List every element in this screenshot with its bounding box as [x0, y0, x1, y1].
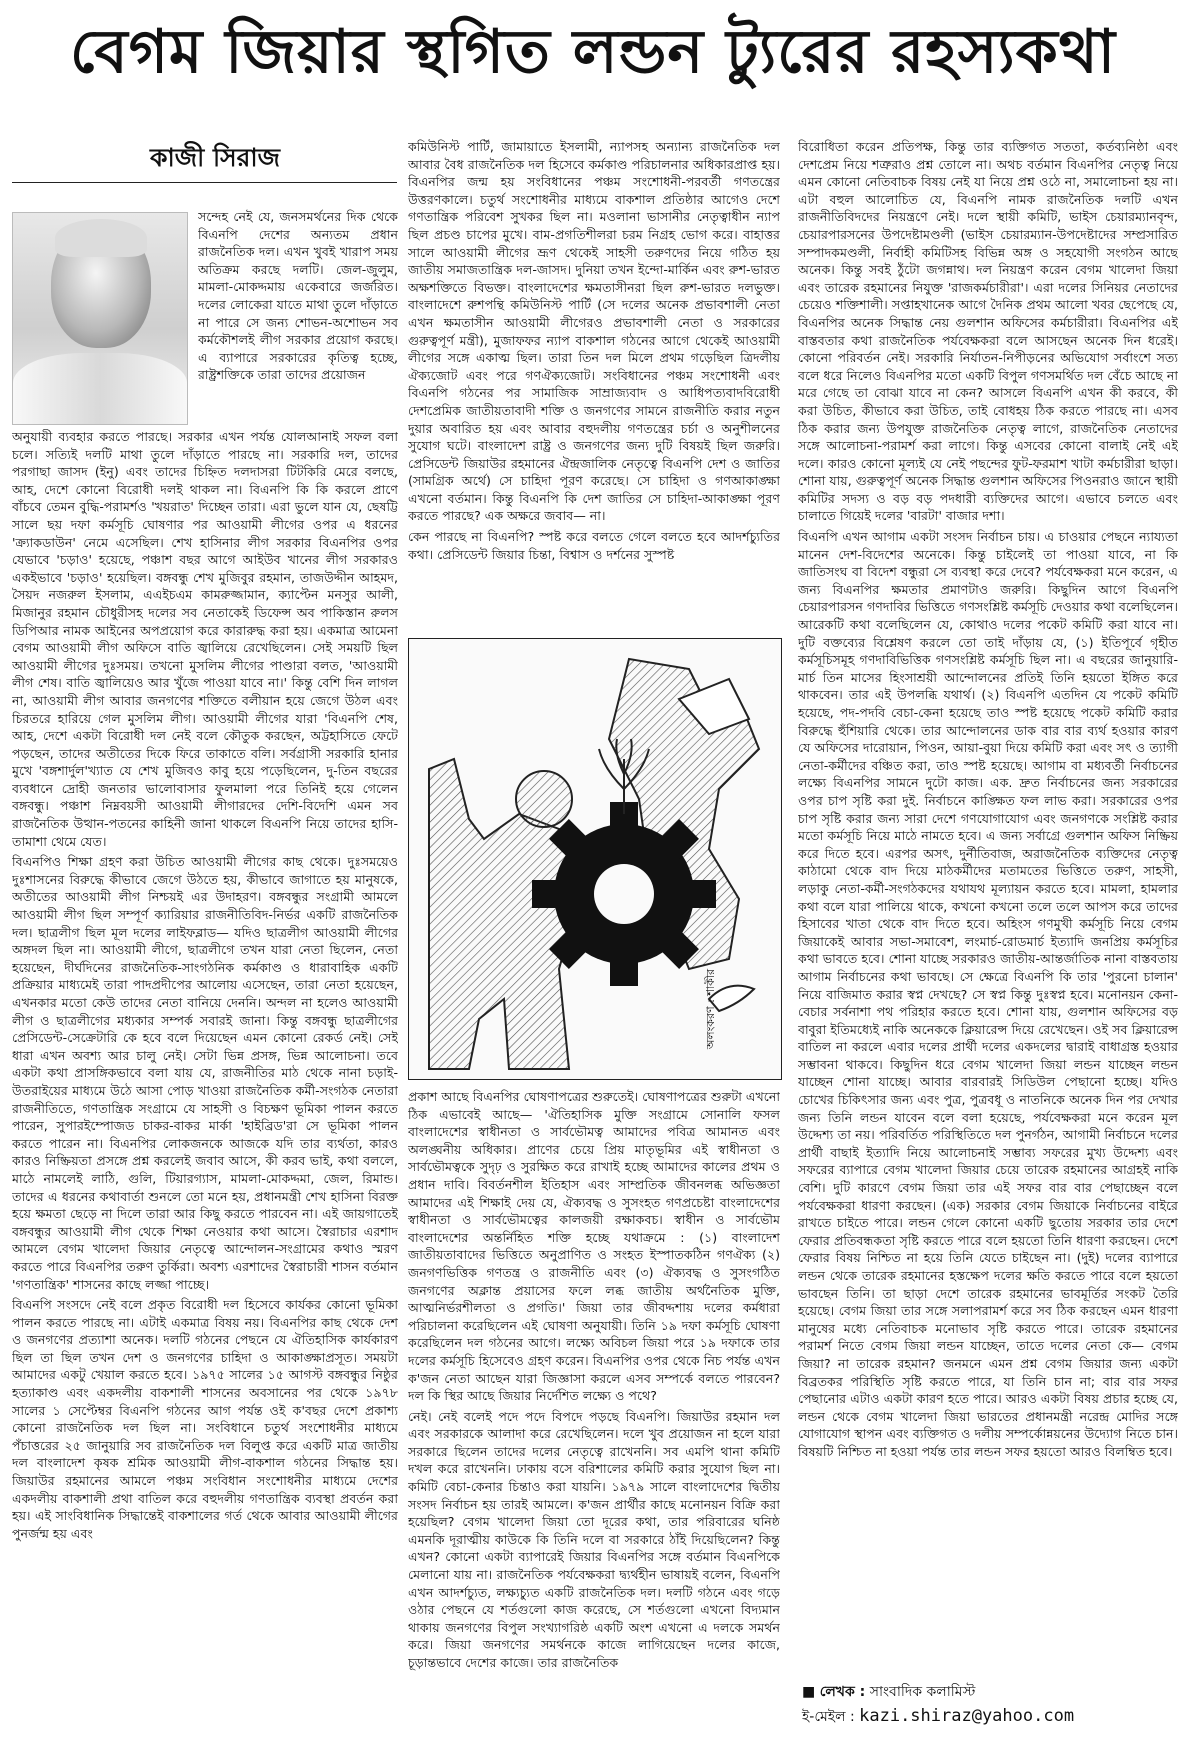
column-1-body: [12, 428, 398, 1748]
paragraph: প্রকাশ আছে বিএনপির ঘোষণাপত্রের শুরুতেই। ঘোষণাপত্রের শুরুটা এখনো ঠিক এভাবেই আছে— 'ঐতিহাসিক মুক্তি সংগ্রামে সোনালি ফসল বাংলাদেশের স্বাধীনতা ও সার্বভৌমত্ব আমাদের পবিত্র আমানত এবং অলঙ্ঘনীয় অধিকার। প্রাণের চেয়ে প্রিয় মাতৃভূমির এই স্বাধীনতা ও সার্বভৌমত্বকে সুদৃঢ় ও সুরক্ষিত করে রাখাই হচ্ছে আমাদের কালের প্রথম ও প্রধান দাবি। বিবর্তনশীল ইতিহাস এবং সাম্প্রতিক জীবনলব্ধ অভিজ্ঞতা আমাদের এই শিক্ষাই দেয় যে, ঐক্যবদ্ধ ও সুসংহত গণপ্রচেষ্টা বাংলাদেশের স্বাধীনতা ও সার্বভৌমত্বের কালজয়ী রক্ষাকবচ। স্বাধীন ও সার্বভৌম বাংলাদেশের অন্তর্নিহিত শক্তি হচ্ছে যথাক্রমে : (১) বাংলাদেশ জাতীয়তাবাদের ভিত্তিতে অনুপ্রাণিত ও সংহত ইস্পাতকঠিন গণঐক্য (২) জনগণভিত্তিক গণতন্ত্র ও রাজনীতি এবং (৩) ঐক্যবদ্ধ ও সুসংগঠিত জনগণের অক্লান্ত প্রয়াসের ফলে লব্ধ জাতীয় অর্থনৈতিক মুক্তি, আত্মনির্ভরশীলতা ও প্রগতি।' জিয়া তার জীবদ্দশায় দলের কর্মধারা পরিচালনা করেছিলেন এই ঘোষণা অনুযায়ী। তিনি ১৯ দফা কর্মসূচি ঘোষণা করেছিলেন দল গঠনের আগে। লক্ষ্যে অবিচল জিয়া পরে ১৯ দফাকে তার দলের কর্মসূচি হিসেবেও গ্রহণ করেন। বিএনপির ওপর থেকে নিচ পর্যন্ত এখন ক'জন নেতা আছেন যারা জিজ্ঞাসা করলে এসব সম্পর্কে বলতে পারবেন? দল কি স্থির আছে জিয়ার নির্দেশিত লক্ষ্যে ও পথে?: [408, 1089, 780, 1404]
author-shirt: [13, 353, 187, 425]
bullet-icon: ■: [802, 1684, 820, 1700]
figure-left: [429, 759, 579, 1069]
author-photo: [12, 212, 188, 425]
email-line: [802, 1704, 1074, 1729]
paragraph: নেই। নেই বলেই পদে পদে বিপদে পড়ছে বিএনপি। জিয়াউর রহমান দল এবং সরকারকে আলাদা করে রেখেছিলেন। দলে খুব প্রয়োজন না হলে যারা সরকারে ছিলেন তাদের দলের নেতৃত্বে রাখেননি। সব এমপি থানা কমিটি দখল করে রাখেননি। ঢাকায় বসে বরিশালের কমিটি করার সুযোগ ছিল না। কমিটি বেচা-কেনার চিন্তাও করা যায়নি। ১৯৭৯ সালে বাংলাদেশের দ্বিতীয় সংসদ নির্বাচন হয় তারই আমলে। ক'জন প্রার্থীর কাছে মনোনয়ন বিক্রি করা হয়েছিল? বেগম খালেদা জিয়া তো দূরের কথা, তার পরিবারের ঘনিষ্ঠ এমনকি দূরাত্মীয় কাউকে কি তিনি দলে বা সরকারে ঠাঁই দিয়েছিলেন? কিন্তু এখন? কোনো একটা ব্যাপারেই জিয়ার বিএনপির সঙ্গে বর্তমান বিএনপিকে মেলানো যায় না। রাজনৈতিক পর্যবেক্ষকরা দ্ব্যর্থহীন ভাষায়ই বলেন, বিএনপি এখন আদর্শচ্যুত, লক্ষ্যচ্যুত একটি রাজনৈতিক দল। দলটি গঠনে এবং গড়ে ওঠার পেছনে যে শর্তগুলো কাজ করেছে, সে শর্তগুলো এখনো বিদ্যমান থাকায় জনগণের বিপুল সংখ্যাগরিষ্ঠ একটি অংশ এখনো এ দলকে সমর্থন করে। জিয়া জনগণের সমর্থনকে কাজে লাগিয়েছেন দলের কাজে, চূড়ান্তভাবে দেশের কাজে। তার রাজনৈতিক: [408, 1408, 780, 1670]
column-2-bottom: [408, 1088, 780, 1748]
paragraph: বিএনপিও শিক্ষা গ্রহণ করা উচিত আওয়ামী লীগের কাছ থেকে। দুঃসময়েও দুঃশাসনের বিরুদ্ধে কীভাবে জেগে উঠতে হয়, কীভাবে জাগাতে হয় মানুষকে, অতীতের আওয়ামী লীগ নিশ্চয়ই এর উদাহরণ। বঙ্গবন্ধুর সংগ্রামী আমলে আওয়ামী লীগ ছিল সম্পূর্ণ ক্যারিয়ার রাজনীতিবিদ-নির্ভর একটি রাজনৈতিক দল। ছাত্রলীগ ছিল মূল দলের লাইফব্লাড— যদিও ছাত্রলীগ আওয়ামী লীগের অঙ্গদল ছিল না। আওয়ামী লীগে, ছাত্রলীগে তখন যারা নেতা ছিলেন, নেতা হয়েছেন, দীর্ঘদিনের রাজনৈতিক-সাংগঠনিক কর্মকাণ্ড ও ধারাবাহিক একটি প্রক্রিয়ার মাধ্যমেই তারা পাদপ্রদীপের আলোয় এসেছেন, তারা নেতা হয়েছেন, এখনকার মতো কেউ তাদের নেতা বানিয়ে দেননি। অন্দল না হলেও আওয়ামী লীগ ও ছাত্রলীগের মধ্যকার সম্পর্ক সবারই জানা। কিন্তু বঙ্গবন্ধু ছাত্রলীগের প্রেসিডেন্ট-সেক্রেটারি কে হবে বলে দিয়েছেন এমন কোনো রেকর্ড নেই। সেই ধারা এখন অবশ্য আর চালু নেই। সেটা ভিন্ন প্রসঙ্গ, ভিন্ন আলোচনা। তবে একটা কথা প্রাসঙ্গিকভাবে বলা যায় যে, রাজনীতির মাঠ থেকে নানা চড়াই-উতরাইয়ের মাধ্যমে উঠে আসা পোড় খাওয়া রাজনৈতিক কর্মী-সংগঠক নেতারা রাজনীতিতে, গণতান্ত্রিক সংগ্রামে যে সাহসী ও বিচক্ষণ ভূমিকা পালন করতে পারেন, সুপারইম্পোজড চাকর-বাকর মার্কা 'হাইব্রিড'রা সে ভূমিকা পালন করতে পারেন না। বিএনপির লোকজনকে আজকে যদি তার ব্যর্থতা, কারও কারও নিষ্ক্রিয়তা প্রসঙ্গে প্রশ্ন করলেই জবাব আসে, কী করব ভাই, কথা বললে, মাঠে নামলেই লাঠি, গুলি, টিয়ারগ্যাস, মামলা-মোকদ্দমা, জেল, রিমান্ড। তাদের এ ধরনের কথাবার্তা শুনলে তো মনে হয়, প্রধানমন্ত্রী শেখ হাসিনা বিরক্ত হয়ে ক্ষমতা ছেড়ে না দিলে তারা আর কিছু করতে পারবেন না। এই জায়গাতেই বঙ্গবন্ধুর আওয়ামী লীগ থেকে শিক্ষা নেওয়ার কথা আসে। স্বৈরাচার এরশাদ আমলে বেগম খালেদা জিয়ার নেতৃত্বে আন্দোলন-সংগ্রামের কথাও স্মরণ করতে পারে বিএনপির তরুণ তুর্কিরা। অবশ্য এরশাদের স্বৈরাচারী শাসন বর্তমান 'গণতান্ত্রিক' শাসনের কাছে লজ্জা পাচ্ছে।: [12, 854, 398, 1292]
author-description: সাংবাদিক কলামিস্ট: [869, 1684, 976, 1700]
email-address[interactable]: kazi.shiraz@yahoo.com: [859, 1706, 1075, 1726]
paragraph: কমিউনিস্ট পার্টি, জামায়াতে ইসলামী, ন্যাপসহ অন্যান্য রাজনৈতিক দল আবার বৈধ রাজনৈতিক দল হিসেবে কর্মকাণ্ড পরিচালনার অধিকারপ্রাপ্ত হয়। বিএনপির জন্ম হয় সংবিধানের পঞ্চম সংশোধনী-পরবর্তী গণতন্ত্রের উত্তরণকালে। চতুর্থ সংশোধনীর মাধ্যমে বাকশাল প্রতিষ্ঠার আগেও দেশে গণতান্ত্রিক পরিবেশ সুখকর ছিল না। মওলানা ভাসানীর নেতৃত্বাধীন ন্যাপ ছিল প্রচণ্ড চাপের মুখে। বাম-প্রগতিশীলরা চরম নিগ্রহ ভোগ করে। বাহাত্তর সালে আওয়ামী লীগের ভ্রূণ থেকেই সাহসী তরুণদের নিয়ে গঠিত হয় জাতীয় সমাজতান্ত্রিক দল-জাসদ। দুনিয়া তখন ইন্দো-মার্কিন এবং রুশ-ভারত অক্ষশক্তিতে বিভক্ত। বাংলাদেশের ক্ষমতাসীনরা ছিল রুশ-ভারত দলভুক্ত। বাংলাদেশে রুশপন্থি কমিউনিস্ট পার্টি (সে দলের অনেক প্রভাবশালী নেতা এখন ক্ষমতাসীন আওয়ামী লীগেরও প্রভাবশালী নেতা ও সরকারের গুরুত্বপূর্ণ মন্ত্রী), মুজাফফর ন্যাপ বাকশাল গঠনের আগে থেকেই আওয়ামী লীগের সঙ্গে একাত্ম ছিল। তারা তিন দল মিলে প্রথম গড়েছিল ত্রিদলীয় ঐক্যজোট এবং পরে গণঐক্যজোট। সংবিধানের পঞ্চম সংশোধনী এবং বিএনপি গঠনের পর সামাজিক সাম্রাজ্যবাদ ও আধিপত্যবাদবিরোধী দেশপ্রেমিক জাতীয়তাবাদী শক্তি ও জনগণের সামনে রাজনীতি করার নতুন দুয়ার অবারিত হয় এবং আবার বহুদলীয় গণতন্ত্রের চর্চা ও অনুশীলনের সুযোগ ঘটে। বাংলাদেশ রাষ্ট্র ও জনগণের জন্য দুটি বিষয়ই ছিল জরুরি। প্রেসিডেন্ট জিয়াউর রহমানের ঐন্দ্রজালিক নেতৃত্বে বিএনপি দেশ ও জাতির (সামগ্রিক অর্থে) সে চাহিদা পূরণ করেছে। সে চাহিদা ও গণআকাঙ্ক্ষা এখনো বর্তমান। কিন্তু বিএনপি কি দেশ জাতির সে চাহিদা-আকাঙ্ক্ষা পূরণ করতে পারছে? এক অক্ষরে জবাব— না।: [408, 139, 780, 524]
author-credit: [802, 1680, 1074, 1729]
paragraph: বিএনপি সংসদে নেই বলে প্রকৃত বিরোধী দল হিসেবে কার্যকর কোনো ভূমিকা পালন করতে পারছে না। এটাই একমাত্র বিষয় নয়। বিএনপির কাছ থেকে দেশ ও জনগণের প্রত্যাশা অনেক। দলটি গঠনের পেছনে যে ঐতিহাসিক কার্যকারণ ছিল তা ছিল তখন দেশ ও জনগণের চাহিদা ও আকাঙ্ক্ষাপ্রসূত। সময়টা আমাদের একটু খেয়াল করতে হবে। ১৯৭৫ সালের ১৫ আগস্ট বঙ্গবন্ধুর নিষ্ঠুর হত্যাকাণ্ড এবং একদলীয় বাকশালী শাসনের অবসানের পর থেকে ১৯৭৮ সালের ১ সেপ্টেম্বর বিএনপি গঠনের আগ পর্যন্ত ওই ক'বছর দেশে প্রকাশ্য কোনো রাজনৈতিক দল ছিল না। সংবিধানে চতুর্থ সংশোধনীর মাধ্যমে পঁচাত্তরের ২৫ জানুয়ারি সব রাজনৈতিক দল বিলুপ্ত করে একটি মাত্র জাতীয় দল বাংলাদেশ কৃষক শ্রমিক আওয়ামী লীগ-বাকশাল গঠনের সিদ্ধান্ত হয়। জিয়াউর রহমানের আমলে পঞ্চম সংবিধান সংশোধনীর মাধ্যমে দেশের একদলীয় বাকশালী প্রথা বাতিল করে বহুদলীয় গণতান্ত্রিক ব্যবস্থা প্রবর্তন করা হয়। এই সাংবিধানিক সিদ্ধান্তেই বাকশালের গর্ত থেকে আবার আওয়ামী লীগের পুনর্জন্ম হয় এবং: [12, 1297, 398, 1541]
paragraph: কেন পারছে না বিএনপি? স্পষ্ট করে বলতে গেলে বলতে হবে আদর্শচ্যুতির কথা। প্রেসিডেন্ট জিয়ার চিন্তা, বিশ্বাস ও দর্শনের সুস্পষ্ট: [408, 529, 780, 562]
author-line: [802, 1680, 1074, 1704]
author-hair: [55, 219, 147, 257]
byline: কাজী সিরাজ: [150, 143, 280, 172]
paragraph: বিরোধিতা করেন প্রতিপক্ষ, কিন্তু তার ব্যক্তিগত সততা, কর্তব্যনিষ্ঠা এবং দেশপ্রেম নিয়ে শত্রুরাও প্রশ্ন তোলে না। অথচ বর্তমান বিএনপির নেতৃত্ব নিয়ে এমন কোনো নেতিবাচক বিষয় নেই যা নিয়ে প্রশ্ন ওঠে না, সমালোচনা হয় না। এটা বহুল আলোচিত যে, বিএনপি নামক রাজনৈতিক দলটি এখন রাজনীতিবিদদের নিয়ন্ত্রণে নেই। দলে স্থায়ী কমিটি, ভাইস চেয়ারম্যানবৃন্দ, চেয়ারপারসনের উপদেষ্টামণ্ডলী (ভাইস চেয়ারম্যান-উপদেষ্টাদের সম্প্রসারিত সম্পাদকমণ্ডলী, নির্বাহী কমিটিসহ বিভিন্ন অঙ্গ ও সহযোগী সংগঠন আছে অনেক। কিন্তু সবই ঠুঁটো জগন্নাথ। দল নিয়ন্ত্রণ করেন বেগম খালেদা জিয়া এবং তারেক রহমানের নিযুক্ত 'রাজকর্মচারীরা'। এরা দলের সিনিয়র নেতাদের চেয়েও শক্তিশালী। সপ্তাহখানেক আগে দৈনিক প্রথম আলো খবর ছেপেছে যে, বিএনপির অনেক সিদ্ধান্ত নেয় গুলশান অফিসের কর্মচারীরা। বিএনপির এই বাস্তবতার কথা রাজনৈতিক পর্যবেক্ষকরা বলে আসছেন অনেক দিন ধরেই। কোনো পরিবর্তন নেই। সরকারি নির্যাতন-নিপীড়নের অভিযোগ সর্বাংশে সত্য বলে ধরে নিলেও বিএনপির মতো একটি বিপুল গণসমর্থিত দল বেঁচে আছে না মরে গেছে তা বোঝা যাবে না কেন? আসলে বিএনপি এখন কী করবে, কী করা উচিত, কীভাবে করা উচিত, তাই বোধহয় ঠিক করতে পারছে না। এসব ঠিক করার জন্য উপযুক্ত রাজনৈতিক নেতৃত্ব লাগে, রাজনৈতিক নেতাদের সঙ্গে আলোচনা-পরামর্শ করা লাগে। কিন্তু এসবের কোনো বালাই নেই এই দলে। কারও কোনো মূল্যই যে নেই পছন্দের ফুট-ফরমাশ খাটা কর্মচারীরা ছাড়া। শোনা যায়, গুরুত্বপূর্ণ অনেক সিদ্ধান্ত গুলশান অফিসের পিওনরাও জানে স্থায়ী কমিটির সদস্য ও বড় বড় পদধারী ব্যক্তিদের আগে। এভাবে চলতে এবং চালাতে গিয়েই দলের 'বারটা' বাজার দশা।: [798, 139, 1178, 524]
author-label: লেখক :: [819, 1684, 866, 1700]
illustration: [408, 638, 782, 1080]
paragraph: সন্দেহ নেই যে, জনসমর্থনের দিক থেকে বিএনপি দেশের অন্যতম প্রধান রাজনৈতিক দল। এখন খুবই খারাপ সময় অতিক্রম করছে দলটি। জেল-জুলুম, মামলা-মোকদ্দমায় একেবারে জর্জরিত। দলের লোকেরা যাতে মাথা তুলে দাঁড়াতে না পারে সে জন্য শোভন-অশোভন সব কর্মকৌশলই লীগ সরকার প্রয়োগ করছে। এ ব্যাপারে সরকারের কৃতিত্ব হচ্ছে, রাষ্ট্রশক্তিকে তারা তাদের প্রয়োজন: [198, 209, 398, 383]
column-1-intro: [198, 208, 398, 428]
paragraph: অনুযায়ী ব্যবহার করতে পারছে। সরকার এখন পর্যন্ত যোলআনাই সফল বলা চলে। সত্যিই দলটি মাথা তুলে দাঁড়াতে পারছে না। সরকারি দল, তাদের পরগাছা জাসদ (ইনু) এবং তাদের চিহ্নিত দলদাসরা টিটকিরি মেরে বলছে, আহ, দেশে কোনো বিরোধী দলই থাকল না। বিএনপি কি কি করলে প্রাণে বাঁচবে তেমন বুদ্ধি-পরামর্শও 'খয়রাত' দিচ্ছেন তারা। এরা ভুলে যান যে, ছেষট্টি সালে ছয় দফা কর্মসূচি ঘোষণার পর আওয়ামী লীগের ওপর এ ধরনের 'ক্র্যাকডাউন' নেমে এসেছিল। শেখ হাসিনার লীগ সরকার বিএনপির ওপর যেভাবে 'চড়াও' হয়েছে, পঞ্চাশ বছর আগে আইউব খানের লীগ সরকারও একইভাবে 'চড়াও' হয়েছিল। বঙ্গবন্ধু শেখ মুজিবুর রহমান, তাজউদ্দীন আহমদ, সৈয়দ নজরুল ইসলাম, এএইচএম কামরুজ্জামান, ক্যাপ্টেন মনসুর আলী, মিজানুর রহমান চৌধুরীসহ দলের সব নেতাকেই ডিফেন্স অব পাকিস্তান রুলস ডিপিআর নামক আইনের অপপ্রয়োগ করে কারারুদ্ধ করা হয়। একমাত্র আমেনা বেগম আওয়ামী লীগ অফিসে বাতি জ্বালিয়ে রেখেছিলেন। সেই সময়টি ছিল আওয়ামী লীগের দুঃসময়। তখনো মুসলিম লীগের পাণ্ডারা বলত, 'আওয়ামী লীগ শেষ। বাতি জ্বালিয়েও আর খুঁজে পাওয়া যাবে না।' কিন্তু বেশি দিন লাগল না, আওয়ামী লীগ আবার জনগণের শক্তিতে বলীয়ান হয়ে জেগে উঠল এবং চিরতরে হারিয়ে গেল মুসলিম লীগ। আওয়ামী লীগের যারা 'বিএনপি শেষ, আহ, দেশে একটা বিরোধী দল নেই বলে কৌতুক করছেন, অট্টহাসিতে ফেটে পড়ছেন, তাদের অতীতের দিকে ফিরে তাকাতে বলি। সর্বগ্রাসী সরকারি হানার মুখে 'বঙ্গশার্দুল'খ্যাত যে শেখ মুজিবও কাবু হয়ে পড়েছিলেন, দু-তিন বছরের ব্যবধানে দ্রোহী জনতার ভালোবাসার ফুলমালা পরে তিনিই হয়ে গেলেন বঙ্গবন্ধু। পঞ্চাশ নিম্নবয়সী আওয়ামী লীগারদের দেশি-বিদেশি এমন সব রাজনৈতিক উত্থান-পতনের কাহিনী জানা থাকলে বিএনপি নিয়ে তাদের হাসি-তামাশা থেমে যেত।: [12, 429, 398, 849]
byline-divider: [12, 182, 397, 183]
headline: বেগম জিয়ার স্থগিত লন্ডন ট্যুরের রহস্যকথা: [69, 17, 1117, 87]
paragraph: বিএনপি এখন আগাম একটা সংসদ নির্বাচন চায়। এ চাওয়ার পেছনে ন্যায্যতা মানেন দেশ-বিদেশের অনেকে। কিন্তু চাইলেই তা পাওয়া যাবে, না কি জাতিসংঘ বা বিদেশ বন্ধুরা সে ব্যবস্থা করে দেবে? পর্যবেক্ষকরা মনে করেন, এ জন্য বিএনপির ক্ষমতার প্রমাণটাও জরুরি। কিছুদিন আগে বিএনপি চেয়ারপারসন গণদাবির ভিত্তিতে গণসংশ্লিষ্ট কর্মসূচি দেওয়ার কথা বলেছিলেন। আরেকটি কথা বলেছিলেন যে, কোথাও দলের পকেট কমিটি করা যাবে না। দুটি বক্তব্যের বিশ্লেষণ করলে তো তাই দাঁড়ায় যে, (১) ইতিপূর্বে গৃহীত কর্মসূচিসমূহ গণদাবিভিত্তিক গণসংশ্লিষ্ট কর্মসূচি ছিল না। এ বছরের জানুয়ারি-মার্চ তিন মাসের হিংসাশ্রয়ী আন্দোলনের প্রতিই তিনি হয়তো ইঙ্গিত করে থাকবেন। তার এই উপলব্ধি যথার্থ। (২) বিএনপি এতদিন যে পকেট কমিটি হয়েছে, পদ-পদবি বেচা-কেনা হয়েছে তাও স্পষ্ট হয়েছে পকেট কমিটি করার বিরুদ্ধে হুঁশিয়ারি থেকে। তার আন্দোলনের ডাক বার বার ব্যর্থ হওয়ার কারণ যে অফিসের দারোয়ান, পিওন, আয়া-বুয়া দিয়ে কমিটি করা এবং সৎ ও ত্যাগী নেতা-কর্মীদের বঞ্চিত করা, তাও স্পষ্ট হয়েছে। আগাম বা মধ্যবর্তী নির্বাচনের লক্ষ্যে বিএনপির সামনে দুটো কাজ। এক. দ্রুত নির্বাচনের জন্য সরকারের ওপর চাপ সৃষ্টি করা দুই. নির্বাচনে কাঙ্ক্ষিত ফল লাভ করা। সরকারের ওপর চাপ সৃষ্টি করার জন্য সারা দেশে গণযোগাযোগ এবং জনগণকে সংশ্লিষ্ট করার মতো কর্মসূচি নিয়ে মাঠে নামতে হবে। এ জন্য সর্বাগ্রে গুলশান অফিস নিষ্ক্রিয় করে দিতে হবে। এরপর অসৎ, দুর্নীতিবাজ, অরাজনৈতিক ব্যক্তিদের নেতৃত্ব কাঠামো থেকে বাদ দিয়ে মাঠকর্মীদের মতামতের ভিত্তিতে তরুণ, সাহসী, লড়াকু নেতা-কর্মী-সংগঠকদের যথাযথ মূল্যায়ন করতে হবে। মামলা, হামলার কথা বলে যারা পালিয়ে থাকে, কখনো কখনো তলে তলে আপস করে তাদের হিসাবের খাতা থেকে বাদ দিতে হবে। অহিংস গণমুখী কর্মসূচি নিয়ে বেগম জিয়াকেই আবার সভা-সমাবেশ, লংমার্চ-রোডমার্চ ইত্যাদি জনপ্রিয় কর্মসূচির কথা ভাবতে হবে। শোনা যাচ্ছে সরকারও জাতীয়-আন্তর্জাতিক নানা বাস্তবতায় আগাম নির্বাচনের কথা ভাবছে। সে ক্ষেত্রে বিএনপি কি তার 'পুরনো চালান' নিয়ে বাজিমাত করার স্বপ্ন দেখছে? সে স্বপ্ন কিন্তু দুঃস্বপ্ন হবে। মনোনয়ন কেনা-বেচার সর্বনাশা পথ পরিহার করতে হবে। শোনা যায়, গুলশান অফিসের বড় বাবুরা ইতিমধ্যেই নাকি অনেককে ক্লিয়ারেন্স দিয়ে রেখেছেন। ওই সব ক্লিয়ারেন্স বাতিল না করলে এবার দলের প্রার্থী দলের একদলের দ্বারাই বাধাগ্রস্ত হওয়ার সম্ভাবনা থাকবে। কিছুদিন ধরে বেগম খালেদা জিয়া লন্ডন যাচ্ছেন লন্ডন যাচ্ছেন শোনা যাচ্ছে। আবার বারবারই সিডিউল পেছানো হচ্ছে। যদিও চোখের চিকিৎসার জন্য এবং পুত্র, পুত্রবধূ ও নাতনিকে অনেক দিন পর দেখার জন্য তিনি লন্ডন যাবেন বলে বলা হয়েছে, পর্যবেক্ষকরা মনে করেন মূল উদ্দেশ্য তা নয়। পরিবর্তিত পরিস্থিতিতে দল পুনর্গঠন, আগামী নির্বাচনে দলের প্রার্থী বাছাই ইত্যাদি নিয়ে আলোচনাই সম্ভাব্য সফরের মুখ্য উদ্দেশ্য এবং সফরের ব্যাপারে বেগম খালেদা জিয়ার চেয়ে তারেক রহমানের আগ্রহই নাকি বেশি। দুটি কারণে বেগম জিয়া তার এই সফর বার বার পেছাচ্ছেন বলে পর্যবেক্ষকরা ধারণা করছেন। (এক) সরকার বেগম জিয়াকে নির্বাচনের বাইরে রাখতে চাইতে পারে। লন্ডন গেলে কোনো একটি ছুতোয় সরকার তার দেশে ফেরার প্রতিবন্ধকতা সৃষ্টি করতে পারে বলে হয়তো তিনি ধারণা করছেন। দেশে ফেরার বিষয় নিশ্চিত না হয়ে তিনি যেতে চাইছেন না। (দুই) দলের ব্যাপারে লন্ডন থেকে তারেক রহমানের হস্তক্ষেপ দলের ক্ষতি করতে পারে বলে হয়তো ভাবছেন তিনি। তা ছাড়া দেশে তারেক রহমানের ভাবমূর্তির সংকট তৈরি হয়েছে। বেগম জিয়া তার সঙ্গে সলাপরামর্শ করে সব ঠিক করছেন এমন ধারণা মানুষের মধ্যে নেতিবাচক মনোভাব সৃষ্টি করতে পারে। তারেক রহমানের পরামর্শ নিতে বেগম জিয়া লন্ডন যাচ্ছেন, তাতে দলের নেতা কে— বেগম জিয়া? না তারেক রহমান? জনমনে এমন প্রশ্ন বেগম জিয়ার জন্য একটা বিব্রতকর পরিস্থিতি সৃষ্টি করতে পারে, যা তিনি চান না; বার বার সফর পেছানোর এটাও একটা কারণ হতে পারে। আরও একটা বিষয় প্রচার হচ্ছে যে, লন্ডন থেকে বেগম খালেদা জিয়া ভারতের প্রধানমন্ত্রী নরেন্দ্র মোদির সঙ্গে যোগাযোগ স্থাপন এবং ব্যক্তিগত ও দলীয় সম্পর্কোন্নয়নের উদ্যোগ নিতে চান। বিষয়টি নিশ্চিত না হওয়া পর্যন্ত তার লন্ডন সফর হয়তো আরও বিলম্বিত হবে।: [798, 529, 1178, 1459]
email-label: ই-মেইল :: [802, 1709, 855, 1725]
gear-icon: [532, 802, 716, 986]
column-3: [798, 138, 1178, 1648]
column-2-top: [408, 138, 780, 621]
illustration-credit: অলংকরণ : শাকীর: [704, 968, 717, 1049]
